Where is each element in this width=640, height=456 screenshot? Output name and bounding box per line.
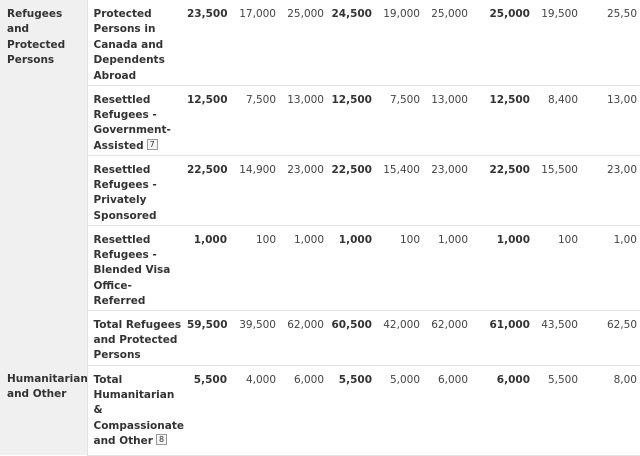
value-cell: 13,000 <box>279 85 327 155</box>
value-cell: 12,500 <box>187 85 230 155</box>
value-cell: 6,000 <box>471 365 533 455</box>
table-row <box>0 225 640 310</box>
value-cell: 100 <box>533 225 581 310</box>
value-cell: 62,000 <box>279 310 327 365</box>
value-cell: 5,500 <box>187 365 230 455</box>
value-cell: 13,000 <box>423 85 471 155</box>
subcategory-label: Resettled Refugees - Blended Visa Office-Referred <box>93 233 171 308</box>
value-cell: 62,000 <box>423 310 471 365</box>
subcategory-label: Protected Persons in Canada and Dependents Abroad <box>93 8 165 82</box>
value-cell: 22,500 <box>187 155 230 225</box>
value-cell: 1,000 <box>471 225 533 310</box>
value-cell: 23,000 <box>279 155 327 225</box>
value-cell: 62,50 <box>581 310 640 365</box>
value-cell: 7,500 <box>230 85 279 155</box>
value-cell: 23,00 <box>581 155 640 225</box>
value-cell: 5,000 <box>375 365 423 455</box>
value-cell: 100 <box>230 225 279 310</box>
table-row <box>0 0 640 85</box>
value-cell: 25,000 <box>423 0 471 85</box>
value-cell: 17,000 <box>230 0 279 85</box>
value-cell: 43,500 <box>533 310 581 365</box>
subcategory-label: Resettled Refugees - Privately Sponsored <box>93 163 157 222</box>
value-cell: 8,00 <box>581 365 640 455</box>
subcategory-cell <box>87 85 187 155</box>
value-cell: 100 <box>375 225 423 310</box>
value-cell: 15,400 <box>375 155 423 225</box>
subcategory-cell <box>87 0 187 85</box>
table-row <box>0 365 640 455</box>
value-cell: 8,400 <box>533 85 581 155</box>
footnote-link[interactable]: 8 <box>156 434 167 445</box>
value-cell: 22,500 <box>471 155 533 225</box>
value-cell: 25,000 <box>471 0 533 85</box>
subcategory-cell <box>87 310 187 365</box>
value-cell: 23,500 <box>187 0 230 85</box>
value-cell: 1,000 <box>327 225 375 310</box>
value-cell: 25,000 <box>279 0 327 85</box>
category-cell: Humanitarian and Other <box>0 365 87 455</box>
subcategory-cell <box>87 225 187 310</box>
value-cell: 23,000 <box>423 155 471 225</box>
category-cell: Refugees and Protected Persons <box>0 0 87 365</box>
value-cell: 22,500 <box>327 155 375 225</box>
value-cell: 24,500 <box>327 0 375 85</box>
value-cell: 19,000 <box>375 0 423 85</box>
value-cell: 59,500 <box>187 310 230 365</box>
value-cell: 1,000 <box>279 225 327 310</box>
value-cell: 19,500 <box>533 0 581 85</box>
subcategory-cell <box>87 155 187 225</box>
footnote-link[interactable]: 7 <box>147 139 158 150</box>
value-cell: 6,000 <box>279 365 327 455</box>
value-cell: 39,500 <box>230 310 279 365</box>
value-cell: 61,000 <box>471 310 533 365</box>
value-cell: 1,000 <box>423 225 471 310</box>
table-row <box>0 85 640 155</box>
value-cell: 4,000 <box>230 365 279 455</box>
value-cell: 14,900 <box>230 155 279 225</box>
value-cell: 15,500 <box>533 155 581 225</box>
value-cell: 5,500 <box>533 365 581 455</box>
subcategory-cell <box>87 365 187 455</box>
table-row <box>0 310 640 365</box>
value-cell: 1,00 <box>581 225 640 310</box>
value-cell: 42,000 <box>375 310 423 365</box>
value-cell: 5,500 <box>327 365 375 455</box>
value-cell: 12,500 <box>327 85 375 155</box>
value-cell: 60,500 <box>327 310 375 365</box>
value-cell: 6,000 <box>423 365 471 455</box>
value-cell: 25,50 <box>581 0 640 85</box>
value-cell: 12,500 <box>471 85 533 155</box>
subcategory-label: Resettled Refugees - Government-Assisted <box>93 93 171 152</box>
subcategory-label: Total Refugees and Protected Persons <box>93 318 182 362</box>
table-row <box>0 155 640 225</box>
value-cell: 7,500 <box>375 85 423 155</box>
value-cell: 1,000 <box>187 225 230 310</box>
subcategory-label: Total Humanitarian & Compassionate and Other <box>93 373 184 448</box>
value-cell: 13,00 <box>581 85 640 155</box>
